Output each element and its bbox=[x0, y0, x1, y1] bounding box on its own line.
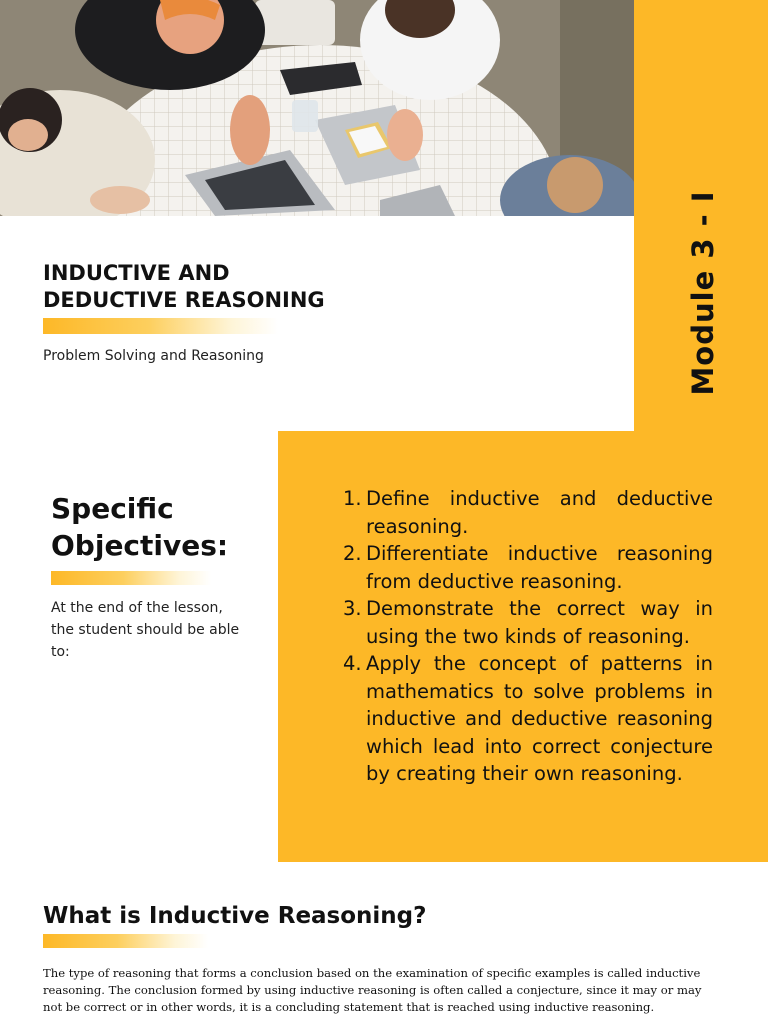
objective-text: Apply the concept of patterns in mathematics to solve problems in inductive and deductive reasoning which lead into correct conjecture by creating their own reasoning. bbox=[366, 652, 713, 785]
objective-number: 2. bbox=[343, 542, 362, 565]
objective-text: Demonstrate the correct way in using the two kinds of reasoning. bbox=[366, 597, 713, 648]
page-title-line1: INDUCTIVE AND bbox=[43, 261, 230, 285]
header-photo bbox=[0, 0, 634, 216]
objective-item bbox=[345, 650, 713, 788]
section-body: The type of reasoning that forms a conclusion based on the examination of specific examples is called inductive reasoning. The conclusion formed by using inductive reasoning is often called a conjecture, since it may or may not be correct or in other words, it is a concluding statement that is reached using inductive reasoning. bbox=[43, 966, 702, 1014]
objective-item bbox=[345, 595, 713, 650]
objectives-list bbox=[345, 485, 713, 788]
page-title-line2: DEDUCTIVE REASONING bbox=[43, 288, 325, 312]
objective-number: 1. bbox=[343, 487, 362, 510]
section-heading: What is Inductive Reasoning? bbox=[43, 903, 427, 929]
objectives-intro: At the end of the lesson, the student should be able to: bbox=[51, 600, 240, 660]
objective-item bbox=[345, 540, 713, 595]
objectives-heading-line2: Objectives: bbox=[51, 529, 229, 562]
objectives-heading bbox=[51, 490, 271, 564]
title-accent-bar bbox=[43, 318, 278, 334]
module-label: Module 3 - I bbox=[686, 190, 720, 396]
objective-number: 4. bbox=[343, 652, 362, 675]
page-title bbox=[43, 260, 463, 314]
section-accent-bar bbox=[43, 934, 208, 948]
objective-text: Define inductive and deductive reasoning. bbox=[366, 487, 713, 538]
objective-number: 3. bbox=[343, 597, 362, 620]
objective-item bbox=[345, 485, 713, 540]
objective-text: Differentiate inductive reasoning from deductive reasoning. bbox=[366, 542, 713, 593]
objectives-heading-line1: Specific bbox=[51, 492, 174, 525]
people-at-table-illustration bbox=[0, 0, 634, 216]
objectives-accent-bar bbox=[51, 571, 211, 585]
page-subtitle: Problem Solving and Reasoning bbox=[43, 348, 264, 364]
